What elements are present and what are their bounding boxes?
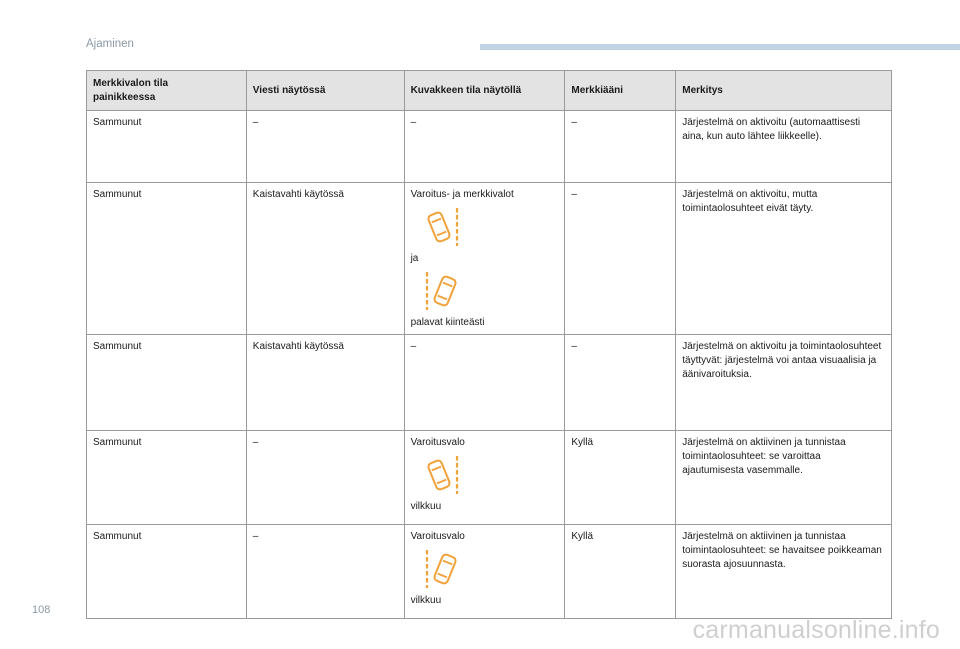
- lane-departure-right-icon: [419, 207, 465, 247]
- page-number: 108: [32, 604, 51, 616]
- cell-beep: Kyllä: [565, 431, 676, 525]
- section-title: Ajaminen: [86, 38, 134, 50]
- icon-status-text: ja: [410, 253, 419, 264]
- cell-icon-status: [404, 335, 565, 431]
- cell-state: Sammunut: [87, 335, 247, 431]
- icon-status-text: –: [410, 117, 417, 128]
- column-header-icon-status: Kuvakkeen tila näytöllä: [404, 71, 565, 111]
- lane-departure-right-icon: [419, 455, 465, 495]
- cell-state: Sammunut: [87, 183, 247, 335]
- cell-meaning: Järjestelmä on aktivoitu (automaattisesti aina, kun auto lähtee liikkeelle).: [676, 111, 892, 183]
- table-row: [87, 431, 892, 525]
- table-row: [87, 111, 892, 183]
- cell-beep: Kyllä: [565, 525, 676, 619]
- cell-beep: –: [565, 335, 676, 431]
- table-row: [87, 525, 892, 619]
- cell-meaning: Järjestelmä on aktiivinen ja tunnistaa toimintaolosuhteet: se havaitsee poikkeaman suorasta ajosuunnasta.: [676, 525, 892, 619]
- cell-message: Kaistavahti käytössä: [246, 335, 404, 431]
- column-header-display-message: Viesti näytössä: [246, 71, 404, 111]
- table-row: [87, 335, 892, 431]
- icon-status-text: Varoitus- ja merkkivalot: [410, 189, 514, 200]
- icon-status-text: vilkkuu: [410, 501, 442, 512]
- cell-meaning: Järjestelmä on aktiivinen ja tunnistaa toimintaolosuhteet: se varoittaa ajautumisesta vasemmalle.: [676, 431, 892, 525]
- watermark: carmanualsonline.info: [692, 616, 940, 644]
- icon-status-text: vilkkuu: [410, 595, 442, 606]
- cell-beep: –: [565, 183, 676, 335]
- lane-departure-left-icon: [419, 271, 465, 311]
- icon-status-text: –: [410, 341, 417, 352]
- cell-meaning: Järjestelmä on aktivoitu, mutta toimintaolosuhteet eivät täyty.: [676, 183, 892, 335]
- cell-icon-status: [404, 183, 565, 335]
- cell-beep: –: [565, 111, 676, 183]
- cell-meaning: Järjestelmä on aktivoitu ja toimintaolosuhteet täyttyvät: järjestelmä voi antaa visuaalisia ja äänivaroituksia.: [676, 335, 892, 431]
- lane-assist-status-table: [86, 70, 892, 619]
- cell-state: Sammunut: [87, 431, 247, 525]
- cell-message: –: [246, 525, 404, 619]
- column-header-beep: Merkkiääni: [565, 71, 676, 111]
- cell-icon-status: [404, 111, 565, 183]
- cell-icon-status: [404, 525, 565, 619]
- cell-message: –: [246, 111, 404, 183]
- icon-status-text: Varoitusvalo: [410, 437, 465, 448]
- lane-departure-left-icon: [419, 549, 465, 589]
- cell-message: Kaistavahti käytössä: [246, 183, 404, 335]
- icon-status-text: palavat kiinteästi: [410, 317, 485, 328]
- icon-status-text: Varoitusvalo: [410, 531, 465, 542]
- column-header-meaning: Merkitys: [676, 71, 892, 111]
- section-header-bar: [480, 44, 960, 50]
- cell-state: Sammunut: [87, 111, 247, 183]
- column-header-indicator-state: Merkkivalon tila painikkeessa: [87, 71, 247, 111]
- table-row: [87, 183, 892, 335]
- cell-message: –: [246, 431, 404, 525]
- cell-state: Sammunut: [87, 525, 247, 619]
- cell-icon-status: [404, 431, 565, 525]
- table-header-row: [87, 71, 892, 111]
